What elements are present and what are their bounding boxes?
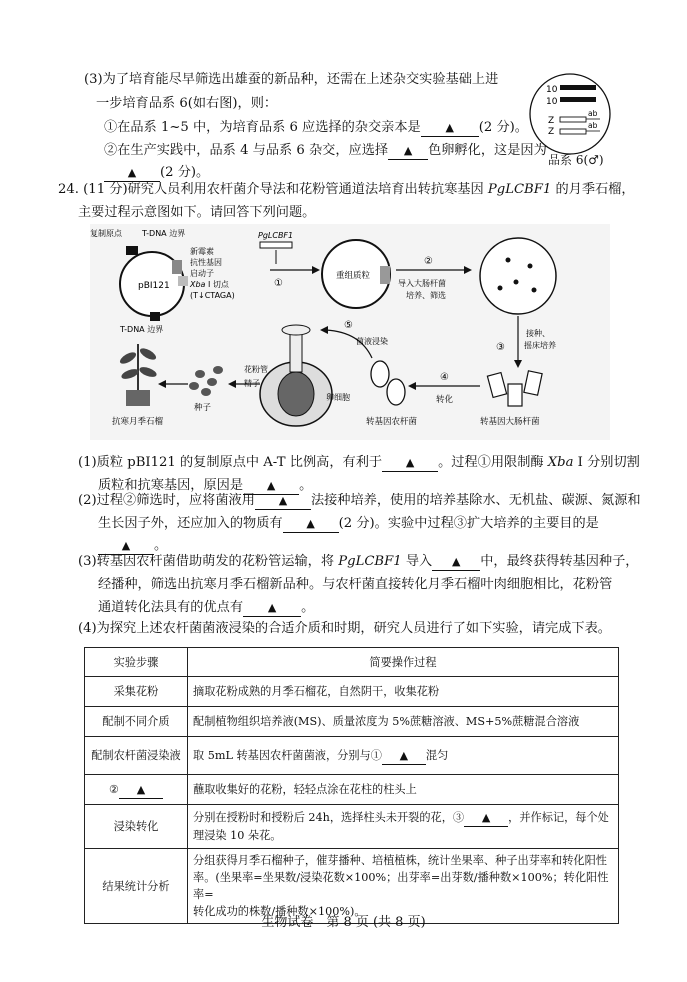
table-cell-step: 采集花粉 [85, 677, 188, 707]
chrom-label-zb: Z [548, 127, 555, 137]
seed-label: 种子 [194, 403, 212, 413]
neo-label-1: 新霉素 [190, 247, 214, 256]
answer-blank[interactable]: ▲ [382, 455, 438, 472]
chrom-label-10a: 10 [546, 85, 558, 95]
table-cell-text: 分组获得月季石榴种子，催芽播种、培植植株，统计坐果率、种子出芽率和转化阳性 率。(坐果率=坐果数/浸染花数×100%；出芽率=出芽数/播种数×100%；转化阳性率= 转化成功的株数/播种数×100%)。 [188, 849, 619, 924]
step4-text: 转化 [436, 395, 454, 405]
q24-p1-line2: 质粒和抗寒基因，原因是 ▲ 。 [98, 478, 313, 493]
table-cell-text: 配制植物组织培养液(MS)、质量浓度为 5%蔗糖溶液、MS+5%蔗糖混合溶液 [188, 707, 619, 737]
process-diagram [90, 224, 610, 440]
pollen-tube-label: 花粉管 [244, 365, 268, 374]
page-footer: 生物试卷 第 8 页 (共 8 页) [261, 915, 426, 930]
q24-p3-line2: 经播种，筛选出抗寒月季石榴新品种。与农杆菌直接转化月季石榴叶肉细胞相比，花粉管 [98, 577, 613, 592]
table-header-process: 简要操作过程 [188, 648, 619, 677]
chrom-caption: 品系 6(♂) [548, 153, 604, 167]
promoter-label: 启动子 [190, 269, 214, 278]
q23-item1: ①在品系 1~5 中，为培育品系 6 应选择的杂交亲本是 ▲ (2 分)。 [104, 120, 528, 135]
step5-label: ⑤ [344, 320, 353, 331]
tdna-border-top-label: T-DNA 边界 [142, 229, 186, 238]
table-cell-step: 配制农杆菌浸染液 [85, 737, 188, 775]
table-row [85, 737, 619, 775]
chrom-label-10b: 10 [546, 97, 558, 107]
q23-line2: 一步培育品系 6(如右图)，则： [96, 96, 278, 111]
q24-line1: 24. (11 分)研究人员利用农杆菌介导法和花粉管通道法培育出转抗寒基因 PgLCBF1 的月季石榴， [58, 182, 635, 197]
q23-item2-end: ▲ (2 分)。 [104, 163, 209, 183]
gene-label: PgLCBF1 [258, 231, 294, 240]
q24-p3-line3: 通道转化法具有的优点有 ▲ 。 [98, 600, 315, 615]
step3-text1: 接种、 [526, 329, 550, 338]
plasmid-label: pBI121 [138, 281, 170, 291]
replication-origin-label: 复制原点 [90, 229, 122, 238]
step2-label: ② [424, 256, 433, 267]
chrom-label-za: Z [548, 116, 555, 126]
table-header-row [85, 648, 619, 677]
step2-text1: 导入大肠杆菌 [398, 279, 446, 288]
answer-blank[interactable]: ▲ [464, 810, 508, 827]
egg-label: 卵细胞 [326, 393, 350, 402]
table-cell-step: 配制不同介质 [85, 707, 188, 737]
q24-p1-line1: (1)质粒 pBI121 的复制原点中 A-T 比例高，有利于 ▲ 。过程①用限制酶 Xba Ⅰ 分别切割 [78, 455, 640, 470]
table-cell-text: 摘取花粉成熟的月季石榴花，自然阴干，收集花粉 [188, 677, 619, 707]
q24-line2: 主要过程示意图如下。请回答下列问题。 [78, 205, 316, 220]
table-cell-text: 取 5mL 转基因农杆菌菌液，分别与① ▲ 混匀 [188, 737, 619, 775]
xba-site-label: Ⅰ 切点 [208, 280, 229, 289]
answer-blank[interactable]: ▲ [98, 538, 154, 555]
table-row [85, 707, 619, 737]
answer-blank[interactable]: ▲ [255, 493, 311, 510]
table-cell-step: ② ▲ [85, 775, 188, 805]
sperm-label: 精子 [244, 379, 260, 388]
step5-text: 菌液浸染 [356, 337, 388, 346]
answer-blank[interactable]: ▲ [119, 782, 163, 799]
answer-blank[interactable]: ▲ [382, 748, 426, 765]
q24-p2-line3: ▲ 。 [98, 536, 167, 556]
step3-label: ③ [496, 342, 505, 353]
ecoli-label: 转基因大肠杆菌 [480, 417, 540, 427]
table-cell-text: 分别在授粉时和授粉后 24h，选择柱头未开裂的花，③ ▲ ，并作标记，每个处 理浸染 10 朵花。 [188, 805, 619, 849]
tdna-border-bottom-label: T-DNA 边界 [120, 325, 164, 334]
q24-p4: (4)为探究上述农杆菌菌液浸染的合适介质和时期，研究人员进行了如下实验，请完成下表。 [78, 621, 611, 636]
table-cell-step: 结果统计分析 [85, 849, 188, 924]
table-header-step: 实验步骤 [85, 648, 188, 677]
answer-blank[interactable]: ▲ [388, 143, 428, 160]
table-row [85, 805, 619, 849]
experiment-table [84, 647, 619, 924]
step1-label: ① [274, 278, 283, 289]
table-cell-step: 浸染转化 [85, 805, 188, 849]
agro-label: 转基因农杆菌 [366, 417, 418, 427]
answer-blank[interactable]: ▲ [421, 120, 479, 137]
xba-seq-label: (T↓CTAGA) [190, 291, 235, 300]
table-cell-text: 蘸取收集好的花粉，轻轻点涂在花柱的柱头上 [188, 775, 619, 805]
chrom-label-ab2: ab [588, 121, 598, 130]
step3-text2: 摇床培养 [524, 341, 556, 350]
answer-blank[interactable]: ▲ [432, 554, 480, 571]
answer-blank[interactable]: ▲ [243, 600, 301, 617]
q24-p2-line1: (2)过程②筛选时，应将菌液用 ▲ 法接种培养，使用的培养基除水、无机盐、碳源、氮源和 [78, 493, 641, 508]
table-row [85, 775, 619, 805]
answer-blank[interactable]: ▲ [283, 516, 339, 533]
chrom-label-ab1: ab [588, 109, 598, 118]
q24-p2-line2: 生长因子外，还应加入的物质有 ▲ (2 分)。实验中过程③扩大培养的主要目的是 [98, 516, 599, 531]
plant-label: 抗寒月季石榴 [112, 417, 164, 427]
answer-blank[interactable]: ▲ [243, 478, 299, 495]
answer-blank[interactable]: ▲ [104, 165, 160, 182]
step2-text2: 培养、筛选 [406, 291, 446, 300]
q23-item2: ②在生产实践中，品系 4 与品系 6 杂交，应选择 ▲ 色卵孵化，这是因为 [104, 143, 547, 158]
q24-p3-line1: (3)转基因农杆菌借助萌发的花粉管运输，将 PgLCBF1 导入 ▲ 中，最终获得转基因种子， [78, 554, 639, 569]
step4-label: ④ [440, 372, 449, 383]
q23-line1: (3)为了培育能尽早筛选出雄蚕的新品种，还需在上述杂交实验基础上进 [84, 72, 499, 87]
recombinant-label: 重组质粒 [336, 271, 371, 281]
xba-italic: Xba [190, 280, 206, 289]
neo-label-2: 抗性基因 [190, 258, 222, 267]
table-row [85, 677, 619, 707]
